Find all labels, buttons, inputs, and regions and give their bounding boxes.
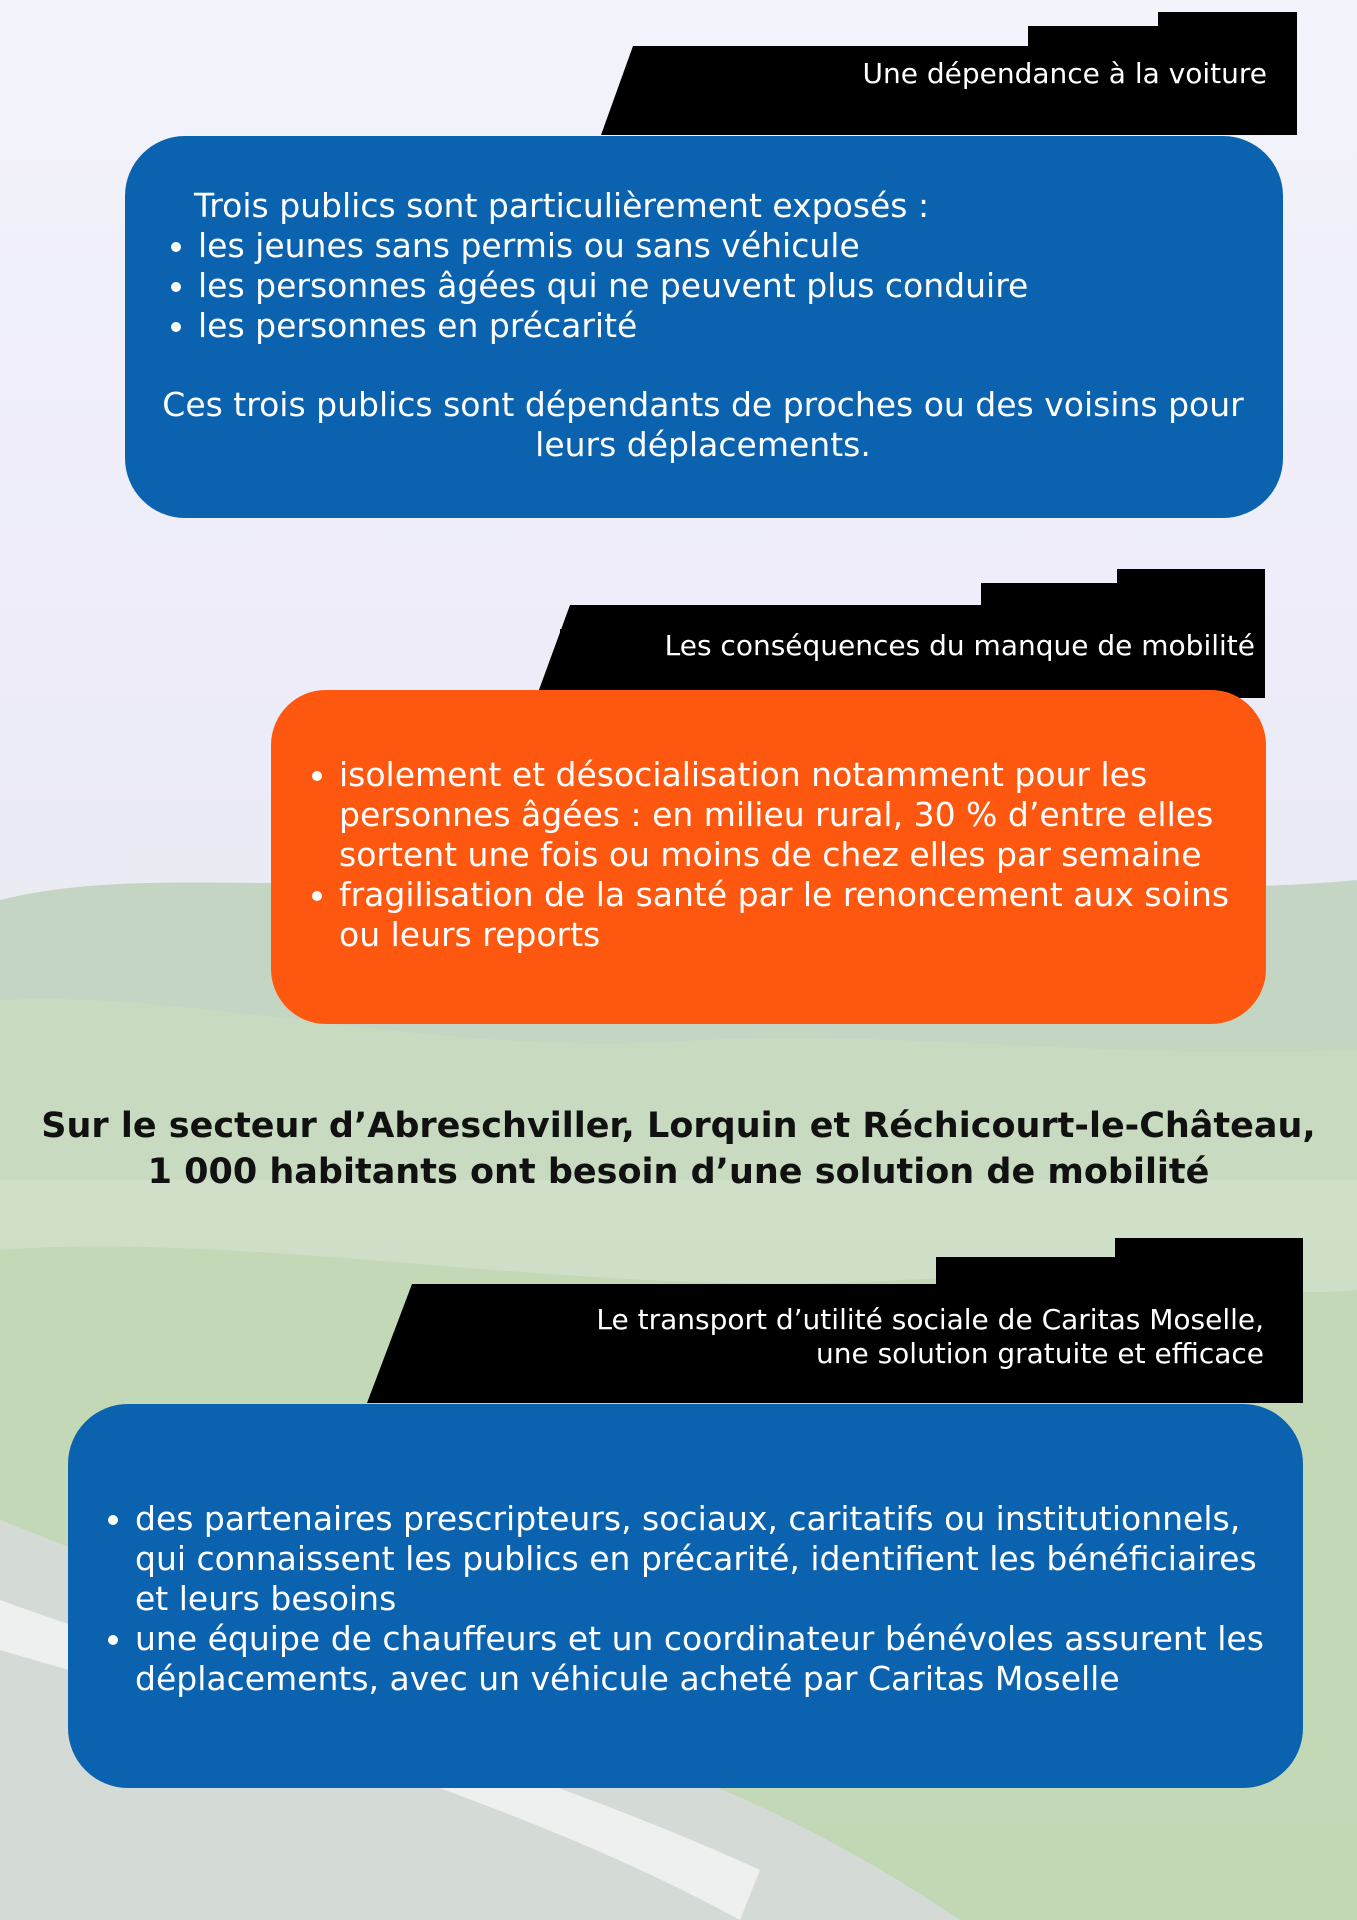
section-header-line-2: une solution gratuite et efficace [815, 1337, 1264, 1370]
list-item: • les personnes en précarité [198, 306, 1275, 346]
headline [0, 1103, 1357, 1195]
public-list [131, 226, 1275, 346]
section-header-transport [430, 1303, 1264, 1371]
section-header-line-1: Le transport d’utilité sociale de Caritas Moselle, [596, 1303, 1264, 1336]
conclusion-text: Ces trois publics sont dépendants de proches ou des voisins pour leurs déplacements. [162, 385, 1244, 464]
list-item: • des partenaires prescripteurs, sociaux, caritatifs ou institutionnels, qui connaissent les publics en précarité, identifient les bénéficiaires et leurs besoins [135, 1499, 1293, 1619]
section-header-text: Une dépendance à la voiture [862, 57, 1267, 90]
section-header-dependance [780, 57, 1267, 91]
section-header-text: Les conséquences du manque de mobilité [664, 629, 1255, 662]
consequences-box [271, 690, 1266, 1024]
solution-box [68, 1404, 1303, 1788]
list-item: • les jeunes sans permis ou sans véhicule [198, 226, 1275, 266]
list-item: • fragilisation de la santé par le renoncement aux soins ou leurs reports [339, 875, 1256, 955]
section-header-consequences [560, 629, 1255, 663]
list-item: • une équipe de chauffeurs et un coordinateur bénévoles assurent les déplacements, avec un véhicule acheté par Caritas Moselle [135, 1619, 1293, 1699]
public-exposed-box [125, 136, 1283, 518]
solution-list [68, 1499, 1293, 1699]
headline-line-1: Sur le secteur d’Abreschviller, Lorquin et Réchicourt-le-Château, [41, 1106, 1316, 1146]
list-item: • isolement et désocialisation notamment pour les personnes âgées : en milieu rural, 30 % d’entre elles sortent une fois ou moins de chez elles par semaine [339, 755, 1256, 875]
list-item: • les personnes âgées qui ne peuvent plus conduire [198, 266, 1275, 306]
headline-line-2: 1 000 habitants ont besoin d’une solution de mobilité [147, 1152, 1210, 1192]
consequences-list [271, 755, 1256, 955]
intro-text: Trois publics sont particulièrement exposés : [194, 186, 930, 225]
